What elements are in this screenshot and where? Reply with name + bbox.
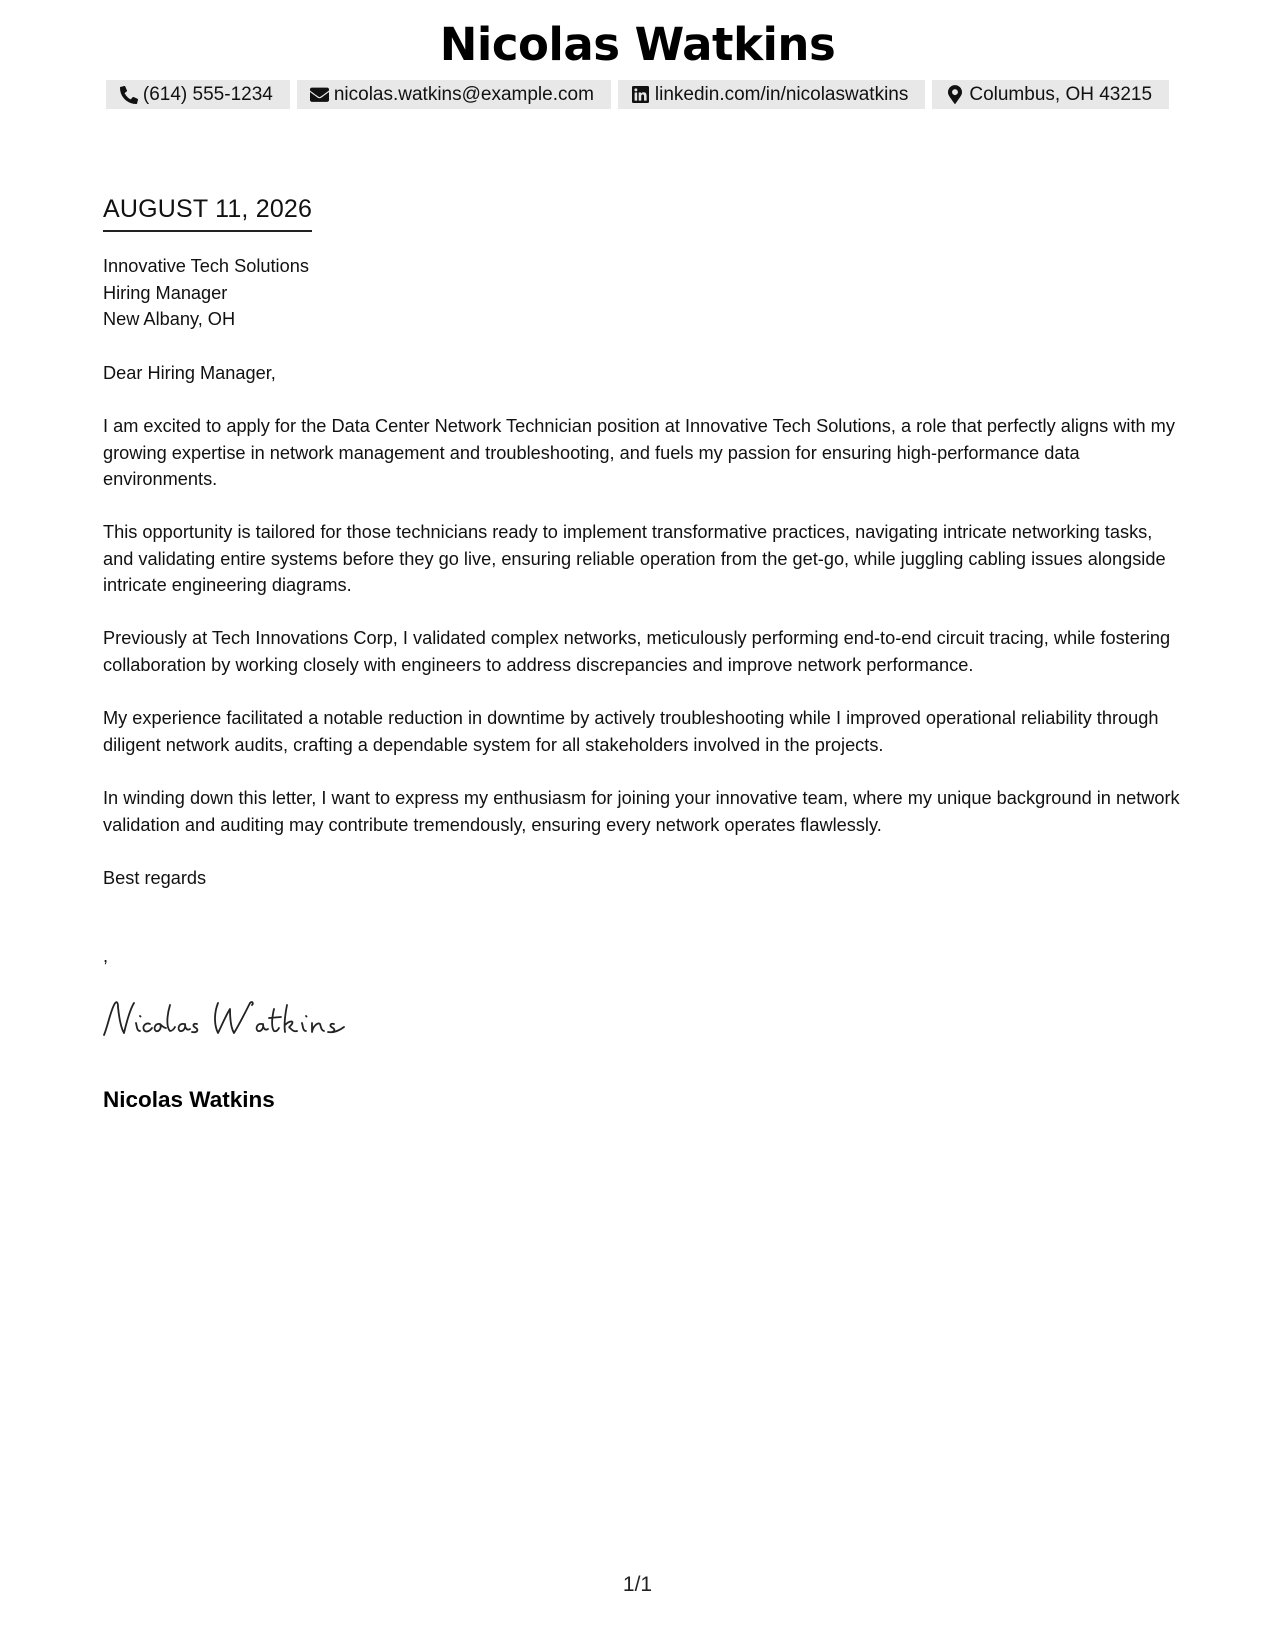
phone-text: (614) 555-1234 (142, 83, 273, 105)
signer-name: Nicolas Watkins (103, 1087, 275, 1112)
body-paragraph-5: In winding down this letter, I want to express my enthusiasm for joining your innovative team, where my unique background in network validation and auditing may contribute tremendously, ensuring every network operates flawlessly. (103, 788, 1180, 835)
contact-linkedin[interactable] (618, 80, 925, 109)
handwritten-signature (100, 995, 370, 1050)
phone-icon (119, 85, 139, 105)
body-paragraph-2: This opportunity is tailored for those technicians ready to implement transformative practices, navigating intricate networking tasks, and validating entire systems before they go live, ensuring reliable operation from the get-go, while juggling cabling issues alongside intricate engineering diagrams. (103, 522, 1166, 595)
contact-bar (0, 80, 1275, 109)
linkedin-icon (631, 85, 651, 105)
email-text: nicolas.watkins@example.com (333, 83, 594, 105)
location-text: Columbus, OH 43215 (969, 83, 1153, 105)
salutation: Dear Hiring Manager, (103, 363, 276, 383)
letter-date: AUGUST 11, 2026 (103, 195, 312, 232)
recipient-title: Hiring Manager (103, 282, 228, 303)
recipient-block (103, 253, 1183, 333)
closing-comma: , (103, 946, 109, 966)
closing-phrase: Best regards (103, 868, 207, 888)
contact-email[interactable] (297, 80, 611, 109)
map-marker-icon (945, 85, 965, 105)
body-paragraph-1: I am excited to apply for the Data Center Network Technician position at Innovative Tech Solutions, a role that perfectly aligns with my growing expertise in network management and troubleshooting, and fuels my passion for ensuring high-performance data environments. (103, 416, 1175, 489)
linkedin-text: linkedin.com/in/nicolaswatkins (654, 83, 909, 105)
recipient-company: Innovative Tech Solutions (103, 256, 309, 276)
recipient-location: New Albany, OH (103, 309, 236, 329)
body-paragraph-3: Previously at Tech Innovations Corp, I validated complex networks, meticulously performing end-to-end circuit tracing, while fostering collaboration by working closely with engineers to address discrepancies and improve network performance. (103, 628, 1171, 675)
page-number: 1/1 (622, 1573, 653, 1596)
contact-phone[interactable] (106, 80, 290, 109)
envelope-icon (310, 85, 330, 105)
applicant-name-heading: Nicolas Watkins (439, 18, 836, 71)
body-paragraph-4: My experience facilitated a notable reduction in downtime by actively troubleshooting while I improved operational reliability through diligent network audits, crafting a dependable system for all stakeholders involved in the projects. (103, 708, 1159, 755)
contact-location[interactable] (932, 80, 1169, 109)
